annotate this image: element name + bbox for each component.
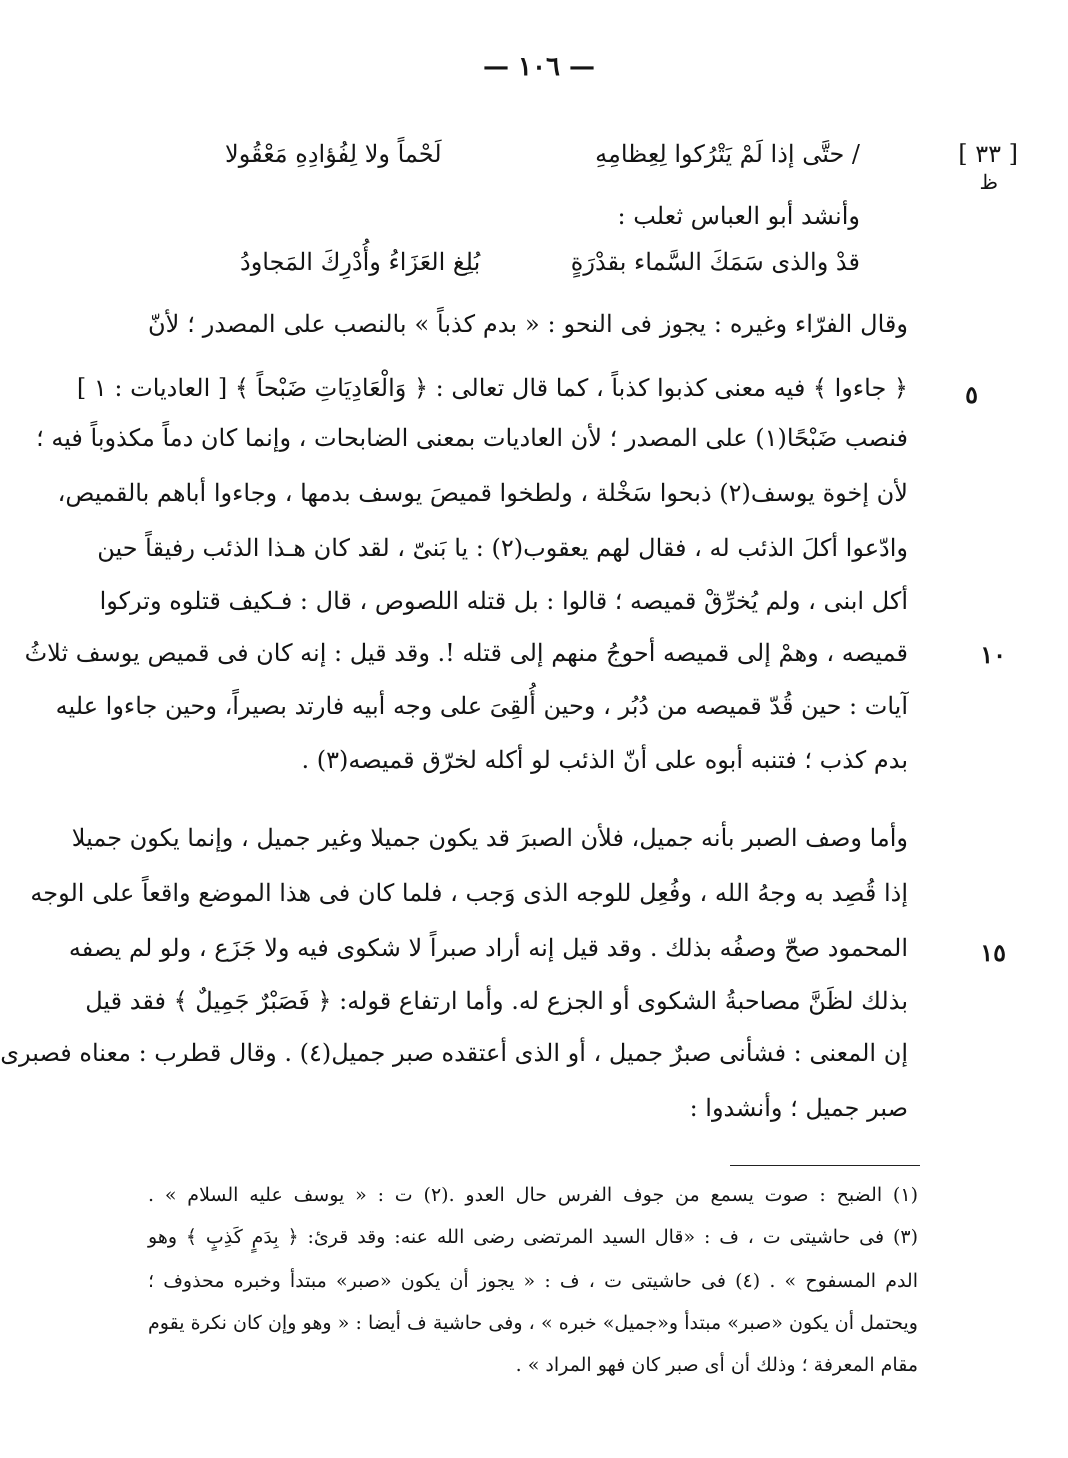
verse2-first-hemistich: قدْ والذى سَمَكَ السَّماء بقدْرَةٍ	[570, 248, 860, 276]
verse1-first-hemistich: / حتَّى إذا لَمْ يَتْرُكوا لِعِظامِهِ	[595, 140, 860, 168]
p2-line-6: صبر جميل ؛ وأنشدوا :	[689, 1094, 908, 1122]
line-marker-5: ٥	[965, 380, 978, 409]
footnote-separator	[730, 1165, 920, 1166]
p2-line-3: المحمود صحّ وصفُه بذلك . وقد قيل إنه أراد صبراً لا شكوى فيه ولا جَزَع ، ولو لم يصفه	[68, 934, 908, 962]
p1-line-9: بدم كذب ؛ فتنبه أبوه على أنّ الذئب لو أكله لخرّق قميصه(٣) .	[301, 746, 908, 774]
footnote-line-1: (١) الضبح : صوت يسمع من جوف الفرس حال العدو .(٢) ت : « يوسف عليه السلام » .	[148, 1184, 918, 1206]
p2-line-4: بذلك لظَنَّ مصاحبةُ الشكوى أو الجزع له. وأما ارتفاع قوله: ﴿ فَصَبْرٌ جَمِيلٌ ﴾ فقد قيل	[85, 987, 908, 1015]
footnote-line-4: ويحتمل أن يكون «صبر» مبتدأ و«جميل» خبره » ، وفى حاشية ف أيضا : « وهو وإن كان نكرة يقوم	[148, 1312, 918, 1334]
line-marker-10: ١٠	[980, 640, 1006, 669]
footnote-line-2: (٣) فى حاشيتى ت ، ف : «قال السيد المرتضى رضى الله عنه: وقد قرئ: ﴿ بِدَمٍ كَذِبٍ ﴾ وهو	[148, 1226, 918, 1248]
margin-reference: [ ٣٣ ]	[958, 140, 1018, 168]
p2-line-5: إن المعنى : فشأنى صبرٌ جميل ، أو الذى أعتقده صبر جميل(٤) . وقال قطرب : معناه فصبرى	[0, 1039, 908, 1067]
p2-line-1: وأما وصف الصبر بأنه جميل، فلأن الصبرَ قد يكون جميلا وغير جميل ، وإنما يكون جميلا	[71, 824, 908, 852]
verse2-intro: وأنشد أبو العباس ثعلب :	[617, 202, 860, 230]
footnote-line-3: الدم المسفوح » . (٤) فى حاشيتى ت ، ف : « يجوز أن يكون «صبر» مبتدأ وخبره محذوف ؛	[148, 1270, 918, 1292]
p1-line-4: لأن إخوة يوسف(٢) ذبحوا سَخْلة ، ولطخوا قميصَ يوسف بدمها ، وجاءوا أباهم بالقميص،	[57, 479, 908, 507]
footnote-line-5: مقام المعرفة ؛ وذلك أن أى صبر كان فهو المراد » .	[515, 1354, 918, 1376]
p1-line-8: آيات : حين قُدّ قميصه من دُبُر ، وحين أُلقِىَ على وجه أبيه فارتد بصيراً، وحين جاءوا عليه	[55, 692, 908, 720]
p2-line-2: إذا قُصِد به وجهُ الله ، وفُعِل للوجه الذى وَجب ، فلما كان فى هذا الموضع واقعاً على الوجه	[30, 879, 908, 907]
margin-letter: ظ	[979, 170, 998, 194]
line-marker-15: ١٥	[980, 938, 1006, 967]
p1-line-6: أكل ابنى ، ولم يُخرِّقْ قميصه ؛ قالوا : بل قتله اللصوص ، قال : فـكيف قتلوه وتركوا	[99, 587, 908, 615]
p1-line-1: وقال الفرّاء وغيره : يجوز فى النحو : « بدم كذباً » بالنصب على المصدر ؛ لأنّ	[148, 310, 908, 338]
page-number: — ١٠٦ —	[482, 52, 596, 82]
p1-line-2: ﴿ جاءوا ﴾ فيه معنى كذبوا كذباً ، كما قال تعالى : ﴿ وَالْعَادِيَاتِ ضَبْحاً ﴾ [ العاديات : ١ ]	[76, 374, 908, 402]
verse2-second-hemistich: بُلِغ العَزَاءُ وأُدْرِكَ المَجاودُ	[240, 248, 481, 276]
verse1-second-hemistich: لَحْماً ولا لِفُؤادِهِ مَعْقُولا	[225, 140, 442, 168]
p1-line-5: وادّعوا أكلَ الذئب له ، فقال لهم يعقوب(٢) : يا بَنىّ ، لقد كان هـذا الذئب رفيقاً حين	[97, 534, 908, 562]
p1-line-7: قميصه ، وهمْ إلى قميصه أحوجُ منهم إلى قتله !. وقد قيل : إنه كان فى قميص يوسف ثلاثُ	[24, 639, 908, 667]
p1-line-3: فنصب ضَبْحًا(١) على المصدر ؛ لأن العاديات بمعنى الضابحات ، وإنما كان دماً مكذوباً فيه ؛	[36, 424, 908, 452]
